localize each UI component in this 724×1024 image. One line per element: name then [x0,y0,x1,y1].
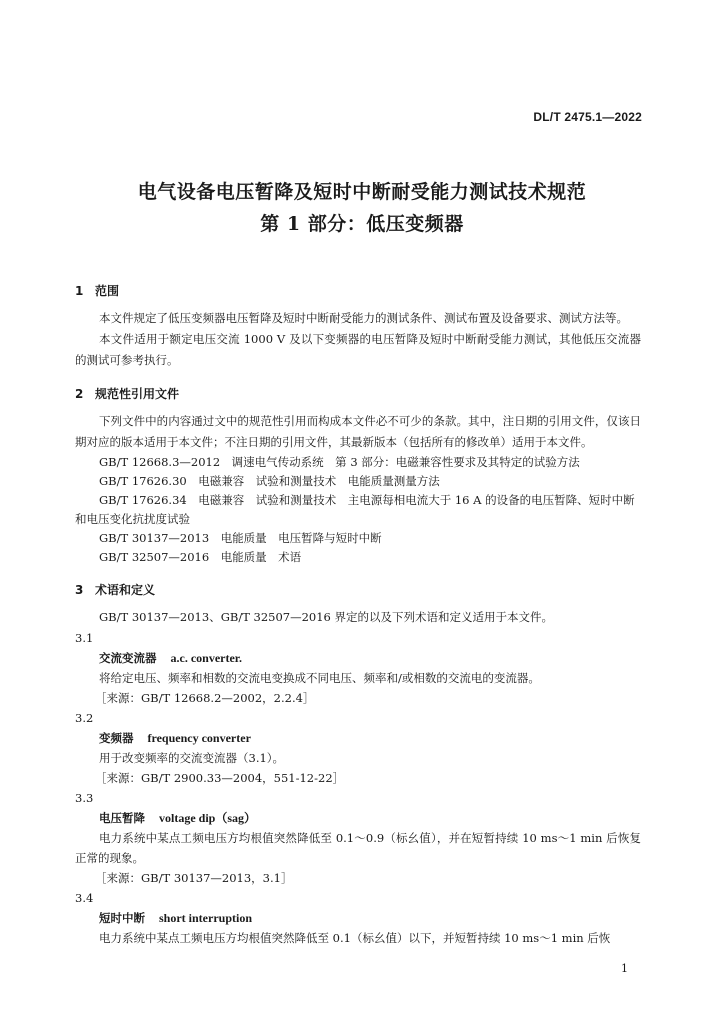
term-source: ［来源：GB/T 30137—2013，3.1］ [95,871,293,885]
page-number: 1 [621,962,628,975]
term-title [75,808,641,828]
normative-reference: GB/T 17626.30 电磁兼容 试验和测量技术 电能质量测量方法 [99,474,440,488]
section-2-paragraph-1: 下列文件中的内容通过文中的规范性引用而构成本文件必不可少的条款。其中，注日期的引用文件，仅该日期对应的版本适用于本文件；不注日期的引用文件，其最新版本（包括所有的修改单）适用于本文件。 [75,414,641,449]
section-2-heading [75,385,641,403]
term-name-cn: 电压暂降 [99,811,145,825]
term-source: ［来源：GB/T 12668.2—2002，2.2.4］ [95,691,315,705]
section-number: 3 [75,583,84,597]
term-name-en: voltage dip（sag） [159,811,257,825]
term-source: ［来源：GB/T 2900.33—2004，551-12-22］ [95,771,345,785]
section-1-paragraph-1: 本文件规定了低压变频器电压暂降及短时中断耐受能力的测试条件、测试布置及设备要求、测试方法等。 [99,311,628,325]
section-3-heading [75,581,641,599]
title-line-2: 第 1 部分：低压变频器 [260,213,464,235]
normative-reference: GB/T 17626.34 电磁兼容 试验和测量技术 主电源每相电流大于 16 A 的设备的电压暂降、短时中断和电压变化抗扰度试验 [75,493,635,526]
section-title: 术语和定义 [95,583,156,597]
term-number: 3.2 [75,711,94,725]
section-title: 规范性引用文件 [95,387,180,401]
term-number: 3.1 [75,631,94,645]
term-name-cn: 交流变流器 [99,651,157,665]
term-name-cn: 短时中断 [99,911,145,925]
term-name-en: short interruption [159,911,252,925]
section-title: 范围 [95,284,120,298]
normative-reference: GB/T 30137—2013 电能质量 电压暂降与短时中断 [99,531,382,545]
term-title [75,728,641,748]
term-definition: 用于改变频率的交流变流器（3.1）。 [99,751,285,765]
term-definition: 电力系统中某点工频电压方均根值突然降低至 0.1～0.9（标幺值），并在短暂持续 10 ms～1 min 后恢复正常的现象。 [75,831,641,865]
term-definition: 电力系统中某点工频电压方均根值突然降低至 0.1（标幺值）以下，并短暂持续 10 ms～1 min 后恢 [99,931,611,945]
term-number: 3.3 [75,791,94,805]
term-title [75,908,641,928]
term-name-en: a.c. converter. [170,651,243,665]
document-body [75,282,641,948]
term-name-cn: 变频器 [99,731,134,745]
title-line-1: 电气设备电压暂降及短时中断耐受能力测试技术规范 [137,181,587,203]
normative-reference: GB/T 32507—2016 电能质量 术语 [99,550,302,564]
term-title [75,648,641,668]
term-definition: 将给定电压、频率和相数的交流电变换成不同电压、频率和/或相数的交流电的变流器。 [99,671,540,685]
standard-number: DL/T 2475.1—2022 [533,110,642,124]
term-name-en: frequency converter [147,731,251,745]
document-title [0,176,724,240]
term-number: 3.4 [75,891,94,905]
section-3-paragraph-1: GB/T 30137—2013、GB/T 32507—2016 界定的以及下列术语和定义适用于本文件。 [99,610,554,624]
section-number: 1 [75,284,84,298]
normative-reference: GB/T 12668.3—2012 调速电气传动系统 第 3 部分：电磁兼容性要求及其特定的试验方法 [99,455,580,469]
section-number: 2 [75,387,84,401]
section-1-paragraph-2: 本文件适用于额定电压交流 1000 V 及以下变频器的电压暂降及短时中断耐受能力测试，其他低压交流器的测试可参考执行。 [75,332,641,367]
section-1-heading [75,282,641,300]
